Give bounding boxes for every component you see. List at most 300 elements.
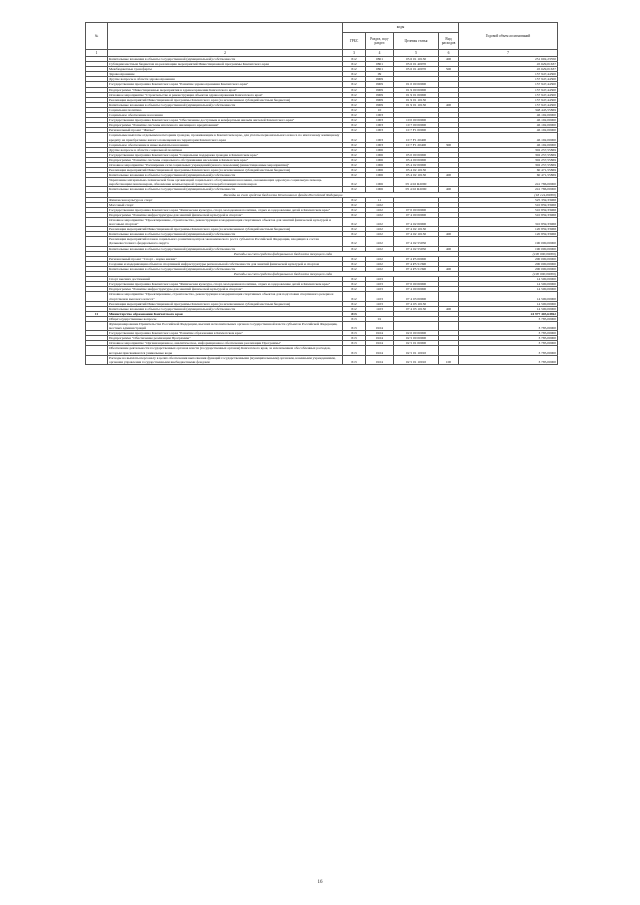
grbs-code: 812 bbox=[343, 72, 366, 77]
annual-amount: 241 786,00000 bbox=[459, 178, 558, 187]
expense-name: Другие вопросы в области социальной политики bbox=[108, 147, 343, 152]
expense-name: Спорт высших достижений bbox=[108, 277, 343, 282]
section-code: 0909 bbox=[366, 92, 394, 97]
target-article-code: 07 4 00 00000 bbox=[394, 287, 439, 292]
section-code: 0909 bbox=[366, 82, 394, 87]
note-amount: (190 000,00000) bbox=[459, 251, 558, 256]
annual-amount: 200 000,00000 bbox=[459, 256, 558, 261]
grbs-code: 812 bbox=[343, 92, 366, 97]
table-row bbox=[86, 321, 558, 330]
expense-name: Социальное обеспечение и иные выплаты населению bbox=[108, 142, 343, 147]
section-code: 0104 bbox=[366, 331, 394, 336]
expense-name: Создание и модернизация объектов спортивной инфраструктуры региональной собственности для занятий физической культурой и спортом bbox=[108, 261, 343, 266]
annual-amount: 14 500,00000 bbox=[459, 282, 558, 287]
budget-table bbox=[85, 22, 558, 365]
grbs-code: 812 bbox=[343, 62, 366, 67]
expense-name: Государственная программа Камчатского края "Социальная поддержка граждан в Камчатском крае" bbox=[108, 152, 343, 157]
expense-type-code bbox=[439, 237, 459, 246]
expense-name: Обеспечение деятельности государственных органов власти (государственных органов) Камчатского края, за исключением обособленных расходов, которым присваиваются уникальные коды bbox=[108, 346, 343, 355]
grbs-code: 812 bbox=[343, 152, 366, 157]
grbs-code: 812 bbox=[343, 128, 366, 133]
annual-amount: 46 192,00000 bbox=[459, 118, 558, 123]
target-article-code: 02 5 00 00000 bbox=[394, 336, 439, 341]
annual-amount: 60 471,55869 bbox=[459, 173, 558, 178]
note-text: Расходы за счет средств бюджета Пенсионного фонда Российской Федерации bbox=[108, 192, 459, 197]
section-code: 1103 bbox=[366, 282, 394, 287]
expense-name: Государственная программа Камчатского края "Развитие здравоохранения Камчатского края" bbox=[108, 82, 343, 87]
section-code: 1006 bbox=[366, 168, 394, 173]
section-code: 0909 bbox=[366, 87, 394, 92]
note-text: Расходы за счет средств федерального бюджета текущего года bbox=[108, 272, 459, 277]
section-code: 1003 bbox=[366, 128, 394, 133]
expense-name: Реализация мероприятий Инвестиционной программы Камчатского края (за исключением субсидий местным бюджетам) bbox=[108, 227, 343, 232]
row-number-cell bbox=[86, 218, 108, 227]
expense-name: Капитальные вложения в объекты государственной (муниципальной) собственности bbox=[108, 57, 343, 62]
table-row bbox=[86, 355, 558, 364]
target-article-code: 05 4 02 00000 bbox=[394, 162, 439, 167]
target-article-code bbox=[394, 321, 439, 330]
section-code: 1006 bbox=[366, 187, 394, 192]
expense-type-code: 400 bbox=[439, 173, 459, 178]
annual-amount: 190 000,00000 bbox=[459, 237, 558, 246]
grbs-code: 812 bbox=[343, 118, 366, 123]
header-annual-volume: Годовой объем ассигнований bbox=[459, 23, 558, 50]
expense-name: Основное мероприятие "Строительство и реконструкция объектов здравоохранения Камчатского края" bbox=[108, 92, 343, 97]
expense-name: Подпрограмма "Развитие инфраструктуры для занятий физической культурой и спортом" bbox=[108, 287, 343, 292]
annual-amount: 46 192,00000 bbox=[459, 133, 558, 142]
section-code: 0801 bbox=[366, 67, 394, 72]
expense-name: Массовый спорт bbox=[108, 202, 343, 207]
target-article-code: 02 5 01 00000 bbox=[394, 341, 439, 346]
grbs-code: 812 bbox=[343, 227, 366, 232]
annual-amount: 157 947,44300 bbox=[459, 72, 558, 77]
annual-amount: 510 859,33968 bbox=[459, 202, 558, 207]
annual-amount: 14 500,00000 bbox=[459, 287, 558, 292]
annual-amount: 45 629,01637 bbox=[459, 62, 558, 67]
expense-type-code: 500 bbox=[439, 67, 459, 72]
target-article-code: 07 4 02 55050 bbox=[394, 246, 439, 251]
target-article-code: 07 4 00 00000 bbox=[394, 212, 439, 217]
annual-amount: 510 859,33968 bbox=[459, 207, 558, 212]
page-number: 16 bbox=[317, 880, 323, 885]
target-article-code: 07 4 P5 51390 bbox=[394, 266, 439, 271]
expense-type-code bbox=[439, 321, 459, 330]
grbs-code: 812 bbox=[343, 187, 366, 192]
target-article-code: 07 4 P5 00000 bbox=[394, 256, 439, 261]
section-code: 0909 bbox=[366, 77, 394, 82]
grbs-code: 812 bbox=[343, 67, 366, 72]
expense-name: Социальное обеспечение населения bbox=[108, 113, 343, 118]
target-article-code: 07 4 02 55050 bbox=[394, 237, 439, 246]
grbs-code: 812 bbox=[343, 147, 366, 152]
header-index-1: 1 bbox=[86, 50, 108, 57]
section-code: 0801 bbox=[366, 57, 394, 62]
expense-name: Государственная программа Камчатского края "Обеспечение доступным и комфортным жильём жителей Камчатского края" bbox=[108, 118, 343, 123]
annual-amount: 60 471,55869 bbox=[459, 168, 558, 173]
grbs-code: 813 bbox=[343, 346, 366, 355]
target-article-code: 07 4 P5 51390 bbox=[394, 261, 439, 266]
grbs-code: 812 bbox=[343, 282, 366, 287]
expense-type-code: 400 bbox=[439, 266, 459, 271]
target-article-code: 07 4 03 00000 bbox=[394, 292, 439, 301]
expense-type-code: 300 bbox=[439, 142, 459, 147]
annual-amount: 200 000,00000 bbox=[459, 266, 558, 271]
row-number-cell bbox=[86, 133, 108, 142]
annual-amount: 3 785,00000 bbox=[459, 341, 558, 346]
grbs-code: 813 bbox=[343, 355, 366, 364]
expense-name: Основное мероприятие "Расширение сети социальных учреждений (нового поколения) (инвестиционные мероприятия)" bbox=[108, 162, 343, 167]
annual-amount: 3 785,00000 bbox=[459, 316, 558, 321]
annual-amount: 24 977 403,64962 bbox=[459, 311, 558, 316]
expense-name: Реализация мероприятий Инвестиционной программы Камчатского края (за исключением субсидий местным бюджетам) bbox=[108, 97, 343, 102]
section-code: 1102 bbox=[366, 232, 394, 237]
annual-amount: 157 947,44300 bbox=[459, 97, 558, 102]
section-code: 0104 bbox=[366, 346, 394, 355]
expense-name: Капитальные вложения в объекты государственной (муниципальной) собственности bbox=[108, 246, 343, 251]
row-number-cell bbox=[86, 346, 108, 355]
expense-name: Функционирование Правительства Российской Федерации, высших исполнительных органов государственной власти субъектов Российской Федерации, местных администраций bbox=[108, 321, 343, 330]
grbs-code: 813 bbox=[343, 321, 366, 330]
section-code: 1103 bbox=[366, 301, 394, 306]
expense-name: Другие вопросы в области здравоохранения bbox=[108, 77, 343, 82]
section-code: 0104 bbox=[366, 355, 394, 364]
target-article-code: 02 0 00 00000 bbox=[394, 331, 439, 336]
header-section: Раздел, под-раздел bbox=[366, 33, 394, 50]
grbs-code: 812 bbox=[343, 261, 366, 266]
expense-name: Государственная программа Камчатского края "Физическая культура, спорт, молодежная политика, отдых и оздоровление детей в Камчатском крае" bbox=[108, 282, 343, 287]
expense-name: Подпрограмма "Развитие системы ипотечного жилищного кредитования" bbox=[108, 123, 343, 128]
target-article-code: 07 4 02 10130 bbox=[394, 232, 439, 237]
grbs-code: 812 bbox=[343, 123, 366, 128]
grbs-code: 812 bbox=[343, 202, 366, 207]
expense-name: Реализация мероприятий Инвестиционной программы Камчатского края (за исключением субсидий местным бюджетам) bbox=[108, 301, 343, 306]
expense-name: Капитальные вложения в объекты государственной (муниципальной) собственности bbox=[108, 306, 343, 311]
target-article-code: 01 9 01 00000 bbox=[394, 92, 439, 97]
grbs-code: 812 bbox=[343, 168, 366, 173]
grbs-code: 812 bbox=[343, 178, 366, 187]
grbs-code: 812 bbox=[343, 287, 366, 292]
grbs-code: 813 bbox=[343, 331, 366, 336]
row-number-cell bbox=[86, 292, 108, 301]
expense-type-code: 400 bbox=[439, 232, 459, 237]
section-code: 1102 bbox=[366, 246, 394, 251]
section-code: 1006 bbox=[366, 152, 394, 157]
expense-name: Межбюджетные трансферты bbox=[108, 67, 343, 72]
section-code: 1003 bbox=[366, 133, 394, 142]
target-article-code: 05 0 00 00000 bbox=[394, 152, 439, 157]
target-article-code: 07 4 03 10130 bbox=[394, 301, 439, 306]
target-article-code: 07 4 03 10130 bbox=[394, 306, 439, 311]
grbs-code: 812 bbox=[343, 57, 366, 62]
section-code: 10 bbox=[366, 107, 394, 112]
expense-name: Капитальные вложения в объекты государственной (муниципальной) собственности bbox=[108, 266, 343, 271]
table-row bbox=[86, 218, 558, 227]
annual-amount: 14 500,00000 bbox=[459, 277, 558, 282]
grbs-code: 812 bbox=[343, 301, 366, 306]
annual-amount: 157 947,44300 bbox=[459, 92, 558, 97]
grbs-code: 812 bbox=[343, 218, 366, 227]
grbs-code: 812 bbox=[343, 97, 366, 102]
annual-amount: 510 859,33968 bbox=[459, 212, 558, 217]
grbs-code: 812 bbox=[343, 107, 366, 112]
header-index-4: 4 bbox=[366, 50, 394, 57]
grbs-code: 812 bbox=[343, 157, 366, 162]
section-code: 09 bbox=[366, 72, 394, 77]
section-code: 0909 bbox=[366, 97, 394, 102]
grbs-code: 813 bbox=[343, 311, 366, 316]
annual-amount: 14 500,00000 bbox=[459, 292, 558, 301]
expense-name: Капитальные вложения в объекты государственной (муниципальной) собственности bbox=[108, 232, 343, 237]
grbs-code: 812 bbox=[343, 246, 366, 251]
expense-name: Подпрограмма "Обеспечение реализации Программы" bbox=[108, 336, 343, 341]
grbs-code: 812 bbox=[343, 113, 366, 118]
section-code: 1102 bbox=[366, 207, 394, 212]
section-code: 0104 bbox=[366, 336, 394, 341]
annual-amount: 190 000,00000 bbox=[459, 246, 558, 251]
note-amount: (18 124,80000) bbox=[459, 192, 558, 197]
target-article-code: 05 4 00 00000 bbox=[394, 157, 439, 162]
annual-amount: 302 257,55869 bbox=[459, 157, 558, 162]
header-index-5: 5 bbox=[394, 50, 439, 57]
target-article-code: 05 4 02 10130 bbox=[394, 168, 439, 173]
header-target-article: Целевая статья bbox=[394, 33, 439, 50]
header-number: № bbox=[86, 23, 108, 50]
target-article-code: 02 5 01 10010 bbox=[394, 355, 439, 364]
grbs-code: 812 bbox=[343, 232, 366, 237]
grbs-code: 812 bbox=[343, 77, 366, 82]
grbs-code: 812 bbox=[343, 173, 366, 178]
expense-name: Основное мероприятие "Проектирование, строительство, реконструкция и модернизация спортивных объектов для подготовки спортивного резерва и спортсменов высокого класса" bbox=[108, 292, 343, 301]
header-index-6: 6 bbox=[439, 50, 459, 57]
expense-name: Региональный проект "Жилье" bbox=[108, 128, 343, 133]
target-article-code: 07 0 00 00000 bbox=[394, 282, 439, 287]
annual-amount: 3 785,00000 bbox=[459, 331, 558, 336]
expense-name: Государственная программа Камчатского края "Физическая культура, спорт, молодежная политика, отдых и оздоровление детей в Камчатском крае" bbox=[108, 207, 343, 212]
target-article-code: 05 4 02 R2090 bbox=[394, 187, 439, 192]
row-number-cell bbox=[86, 321, 108, 330]
header-index-2: 2 bbox=[108, 50, 343, 57]
expense-type-code: 400 bbox=[439, 306, 459, 311]
row-number-cell bbox=[86, 178, 108, 187]
annual-amount: 3 785,00000 bbox=[459, 336, 558, 341]
target-article-code: 10 7 00 00000 bbox=[394, 123, 439, 128]
annual-amount: 241 786,00000 bbox=[459, 187, 558, 192]
expense-name: Субсидии местным бюджетам на реализацию мероприятий Инвестиционной программы Камчатского края bbox=[108, 62, 343, 67]
section-code: 1103 bbox=[366, 292, 394, 301]
grbs-code: 812 bbox=[343, 133, 366, 142]
target-article-code: 05 6 01 10130 bbox=[394, 57, 439, 62]
expense-name: Подпрограмма "Инвестиционные мероприятия в здравоохранении Камчатского края" bbox=[108, 87, 343, 92]
target-article-code: 01 0 00 00000 bbox=[394, 82, 439, 87]
annual-amount: 157 947,44300 bbox=[459, 87, 558, 92]
section-code: 1006 bbox=[366, 162, 394, 167]
expense-type-code: 400 bbox=[439, 57, 459, 62]
grbs-code: 812 bbox=[343, 102, 366, 107]
expense-name: Общегосударственные вопросы bbox=[108, 316, 343, 321]
expense-name: Здравоохранение bbox=[108, 72, 343, 77]
annual-amount: 348 445,55869 bbox=[459, 107, 558, 112]
annual-amount: 525 359,33968 bbox=[459, 197, 558, 202]
section-code: 1006 bbox=[366, 173, 394, 178]
target-article-code: 07 4 02 00000 bbox=[394, 218, 439, 227]
target-article-code: 01 9 01 10130 bbox=[394, 102, 439, 107]
expense-name: Капитальные вложения в объекты государственной (муниципальной) собственности bbox=[108, 173, 343, 178]
expense-name: Государственная программа Камчатского края "Развитие образования в Камчатском крае" bbox=[108, 331, 343, 336]
expense-name: Региональный проект "Спорт - норма жизни" bbox=[108, 256, 343, 261]
section-code: 1103 bbox=[366, 277, 394, 282]
table-row bbox=[86, 346, 558, 355]
annual-amount: 14 500,00000 bbox=[459, 301, 558, 306]
section-code: 1102 bbox=[366, 202, 394, 207]
expense-type-code bbox=[439, 292, 459, 301]
grbs-code: 812 bbox=[343, 212, 366, 217]
section-code: 1102 bbox=[366, 227, 394, 232]
target-article-code: 01 9 01 10130 bbox=[394, 97, 439, 102]
table-row bbox=[86, 178, 558, 187]
annual-amount: 120 859,33968 bbox=[459, 227, 558, 232]
target-article-code: 10 0 00 00000 bbox=[394, 118, 439, 123]
expense-name: Физическая культура и спорт bbox=[108, 197, 343, 202]
target-article-code: 05 6 01 40070 bbox=[394, 67, 439, 72]
annual-amount: 46 192,00000 bbox=[459, 142, 558, 147]
expense-type-code: 400 bbox=[439, 246, 459, 251]
grbs-code: 812 bbox=[343, 256, 366, 261]
row-number-cell bbox=[86, 237, 108, 246]
section-code: 0104 bbox=[366, 341, 394, 346]
expense-type-code bbox=[439, 218, 459, 227]
annual-amount: 3 785,00000 bbox=[459, 346, 558, 355]
table-row bbox=[86, 292, 558, 301]
table-row bbox=[86, 237, 558, 246]
expense-name: Социальная политика bbox=[108, 107, 343, 112]
target-article-code: 10 7 F1 00000 bbox=[394, 128, 439, 133]
target-article-code: 05 6 01 40070 bbox=[394, 62, 439, 67]
grbs-code: 813 bbox=[343, 336, 366, 341]
section-code: 1102 bbox=[366, 266, 394, 271]
section-code: 1102 bbox=[366, 212, 394, 217]
note-amount: (190 000,00000) bbox=[459, 272, 558, 277]
grbs-code: 812 bbox=[343, 306, 366, 311]
expense-type-code: 400 bbox=[439, 102, 459, 107]
section-code: 1103 bbox=[366, 287, 394, 292]
expense-name: Реализация мероприятий планов социального развития центров экономического роста субъектов Российской Федерации, входящих в состав Дальневосточного федерального округа bbox=[108, 237, 343, 246]
annual-amount: 200 000,00000 bbox=[459, 261, 558, 266]
annual-amount: 310 859,33968 bbox=[459, 218, 558, 227]
section-code: 01 bbox=[366, 316, 394, 321]
expense-type-code: 100 bbox=[439, 355, 459, 364]
row-number-cell bbox=[86, 355, 108, 364]
header-index-3: 3 bbox=[343, 50, 366, 57]
annual-amount: 46 192,00000 bbox=[459, 123, 558, 128]
header-expense-type: Вид расходов bbox=[439, 33, 459, 50]
annual-amount: 46 192,00000 bbox=[459, 128, 558, 133]
section-code: 0909 bbox=[366, 102, 394, 107]
annual-amount: 302 257,55869 bbox=[459, 152, 558, 157]
section-code: 1102 bbox=[366, 218, 394, 227]
target-article-code: 05 4 02 10130 bbox=[394, 173, 439, 178]
header-grbs: ГРБС bbox=[343, 33, 366, 50]
target-article-code: 10 7 F1 20400 bbox=[394, 133, 439, 142]
expense-name: Реализация мероприятий Инвестиционной программы Камчатского края (за исключением субсидий местным бюджетам) bbox=[108, 168, 343, 173]
note-text: Расходы за счет средств федерального бюджета текущего года bbox=[108, 251, 459, 256]
annual-amount: 302 257,55869 bbox=[459, 162, 558, 167]
expense-type-code bbox=[439, 346, 459, 355]
expense-name: Подпрограмма "Развитие инфраструктуры для занятий физической культурой и спортом" bbox=[108, 212, 343, 217]
expense-name: Основное мероприятие "Проектирование, строительство, реконструкция и модернизация спортивных объектов для занятий физической культурой и массовым спортом" bbox=[108, 218, 343, 227]
section-code: 0104 bbox=[366, 321, 394, 330]
expense-type-code: 400 bbox=[439, 187, 459, 192]
target-article-code: 01 9 00 00000 bbox=[394, 87, 439, 92]
grbs-code: 813 bbox=[343, 316, 366, 321]
section-code: 1006 bbox=[366, 157, 394, 162]
grbs-code: 812 bbox=[343, 266, 366, 271]
target-article-code: 02 5 01 10010 bbox=[394, 346, 439, 355]
section-code: 11 bbox=[366, 197, 394, 202]
annual-amount: 14 500,00000 bbox=[459, 306, 558, 311]
expense-name: Укрепление материально-технической базы организаций социального обслуживания населения, оказывающих адресную социальную помощь неработающим пенсионерам, обновление компьютерной грамотности неработающих пенсионеров bbox=[108, 178, 343, 187]
target-article-code: 05 4 02 R2090 bbox=[394, 178, 439, 187]
annual-amount: 157 947,44300 bbox=[459, 102, 558, 107]
table-row bbox=[86, 133, 558, 142]
annual-amount: 251 602,23350 bbox=[459, 57, 558, 62]
expense-name: Министерство образования Камчатского края bbox=[108, 311, 343, 316]
grbs-code: 812 bbox=[343, 82, 366, 87]
annual-amount: 120 859,33968 bbox=[459, 232, 558, 237]
expense-name: Социальные выплаты отдельным категориям граждан, проживающим в Камчатском крае, для уплаты первоначального взноса по ипотечному жилищному кредиту на приобретение жилого помещения на территории Камчатского края bbox=[108, 133, 343, 142]
expense-type-code bbox=[439, 133, 459, 142]
section-code: 1006 bbox=[366, 147, 394, 152]
annual-amount: 3 785,00000 bbox=[459, 321, 558, 330]
target-article-code: 07 4 02 10130 bbox=[394, 227, 439, 232]
header-codes: коды bbox=[343, 23, 459, 33]
expense-name: Капитальные вложения в объекты государственной (муниципальной) собственности bbox=[108, 187, 343, 192]
header-index-7: 7 bbox=[459, 50, 558, 57]
grbs-code: 812 bbox=[343, 237, 366, 246]
annual-amount: 157 947,44300 bbox=[459, 82, 558, 87]
grbs-code: 812 bbox=[343, 207, 366, 212]
annual-amount: 302 257,55869 bbox=[459, 147, 558, 152]
target-article-code: 07 0 00 00000 bbox=[394, 207, 439, 212]
expense-type-code bbox=[439, 178, 459, 187]
grbs-code: 813 bbox=[343, 341, 366, 346]
section-code: 1003 bbox=[366, 123, 394, 128]
section-code: 1102 bbox=[366, 237, 394, 246]
section-code: 0801 bbox=[366, 62, 394, 67]
annual-amount: 3 785,00000 bbox=[459, 355, 558, 364]
section-code: 1003 bbox=[366, 113, 394, 118]
section-code: 1102 bbox=[366, 256, 394, 261]
row-number-cell: 11 bbox=[86, 311, 108, 316]
annual-amount: 45 629,01637 bbox=[459, 67, 558, 72]
grbs-code: 812 bbox=[343, 142, 366, 147]
expense-name: Расходы на выплаты персоналу в целях обеспечения выполнения функций государственными (муниципальными) органами, казенными учреждениями, органами управления государственными внебюджетными фондами bbox=[108, 355, 343, 364]
expense-name: Основное мероприятие "Организационное, аналитическое, информационное обеспечение реализации Программы" bbox=[108, 341, 343, 346]
section-code: 1003 bbox=[366, 118, 394, 123]
annual-amount: 157 947,44300 bbox=[459, 77, 558, 82]
section-code: 1003 bbox=[366, 142, 394, 147]
expense-name: Капитальные вложения в объекты государственной (муниципальной) собственности bbox=[108, 102, 343, 107]
expense-name: Подпрограмма "Развитие системы социального обслуживания населения в Камчатском крае" bbox=[108, 157, 343, 162]
annual-amount: 46 192,00000 bbox=[459, 113, 558, 118]
section-code: 1006 bbox=[366, 178, 394, 187]
header-name-blank bbox=[108, 23, 343, 50]
section-code: 1103 bbox=[366, 306, 394, 311]
grbs-code: 812 bbox=[343, 87, 366, 92]
grbs-code: 812 bbox=[343, 197, 366, 202]
section-code: 1102 bbox=[366, 261, 394, 266]
grbs-code: 812 bbox=[343, 162, 366, 167]
target-article-code: 10 7 F1 20400 bbox=[394, 142, 439, 147]
